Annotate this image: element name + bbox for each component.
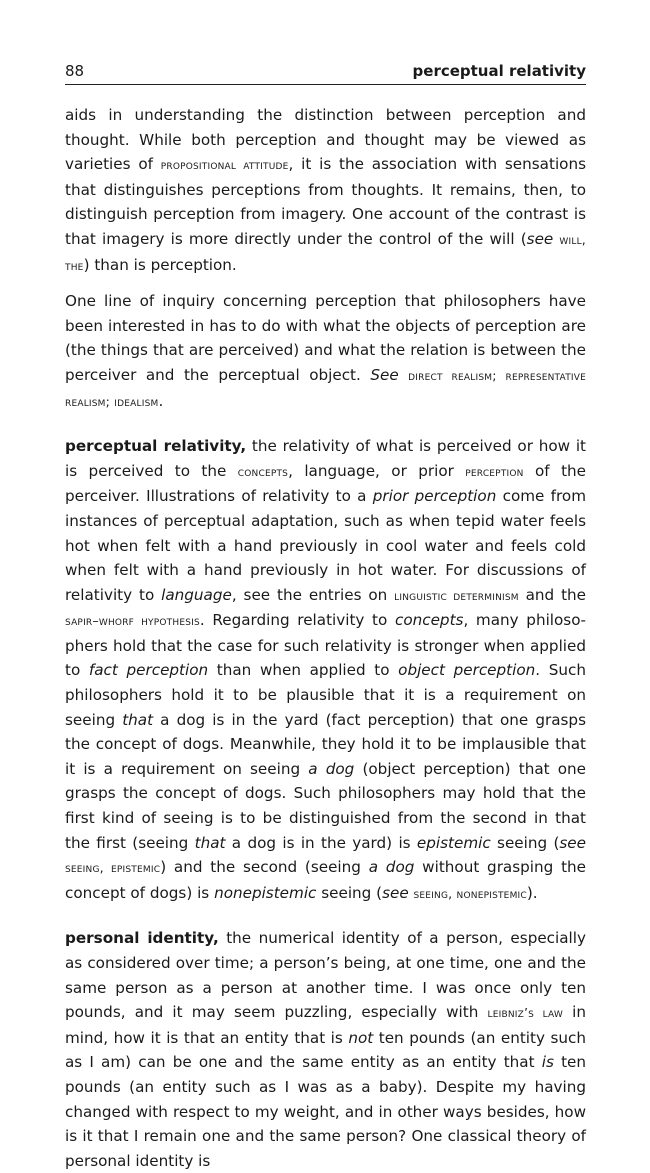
cross-reference: direct realism; representative realism; idealism: [65, 367, 586, 409]
cross-reference: leibniz’s law: [487, 1005, 563, 1021]
entry-perceptual-relativity: perceptual relativity, the relativity of what is perceived or how it is perceived to the concepts, language, or prior perception of the perceiver. Illustrations of relativity to a prior perception come from instances of perceptual adaptation, such as when tepid water feels hot when felt with a hand previously in cool water and feels cold when felt with a hand previously in hot water. For discussions of relativity to language, see the entries on linguistic determinism and the sapir–whorf hypothesis. Regarding relativity to concepts, many philosophers hold that the case for such relativity is stronger when applied to fact perception than when applied to object perception. Such philosophers hold it to be plausible that it is a requirement on seeing that a dog is in the yard (fact perception) that one grasps the concept of dogs. Meanwhile, they hold it to be implausible that it is a requirement on seeing a dog (object perception) that one grasps the concept of dogs. Such philosophers may hold that the first kind of seeing is to be distinguished from the second in that the first (seeing that a dog is in the yard) is epistemic seeing (see seeing, epistemic) and the second (seeing a dog without grasping the concept of dogs) is nonepistemic seeing (see seeing, nonepistemic).: [65, 437, 587, 902]
cross-reference: propositional attitude: [160, 157, 289, 173]
cross-reference: sapir–whorf hypothesis: [65, 613, 200, 629]
page-header: [65, 62, 586, 85]
entry-headword: perceptual relativity,: [65, 437, 247, 456]
running-head: perceptual relativity: [412, 62, 586, 80]
paragraph-objects-of-perception: One line of inquiry concerning perception that philosophers have been interested in has to do with what the objects of perception are (the things that are perceived) and what the relation is between the perceiver and the perceptual object. See direct realism; representative realism; idealism.: [65, 292, 586, 410]
cross-reference: perception: [465, 463, 524, 479]
cross-reference: concepts: [237, 463, 289, 479]
entry-headword: personal identity,: [65, 929, 219, 948]
paragraph-perception-continued: aids in understanding the distinction between perception and thought. While both perception and thought may be viewed as varieties of propositional attitude, it is the association with sensations that distinguishes perceptions from thoughts. It remains, then, to distinguish perception from imagery. One account of the contrast is that imagery is more directly under the control of the will (see will, the) than is perception.: [65, 106, 587, 274]
cross-reference: seeing, nonepistemic: [413, 885, 527, 901]
cross-reference: seeing, epistemic: [65, 860, 161, 876]
page-number: 88: [65, 62, 85, 80]
page-body: [65, 103, 586, 1173]
cross-reference: linguistic determinism: [394, 587, 519, 603]
cross-reference: will, the: [65, 231, 587, 273]
entry-personal-identity: personal identity, the numerical identity of a person, especially as considered over time; a person’s being, at one time, one and the same person as a person at another time. I was once only ten pounds, and it may seem puzzling, especially with leibniz’s law in mind, how it is that an entity that is not ten pounds (an entity such as I am) can be one and the same entity as an entity that is ten pounds (an entity such as I was as a baby). Despite my having changed with respect to my weight, and in other ways besides, how is it that I remain one and the same person? One classical theory of personal identity is: [65, 929, 586, 1170]
